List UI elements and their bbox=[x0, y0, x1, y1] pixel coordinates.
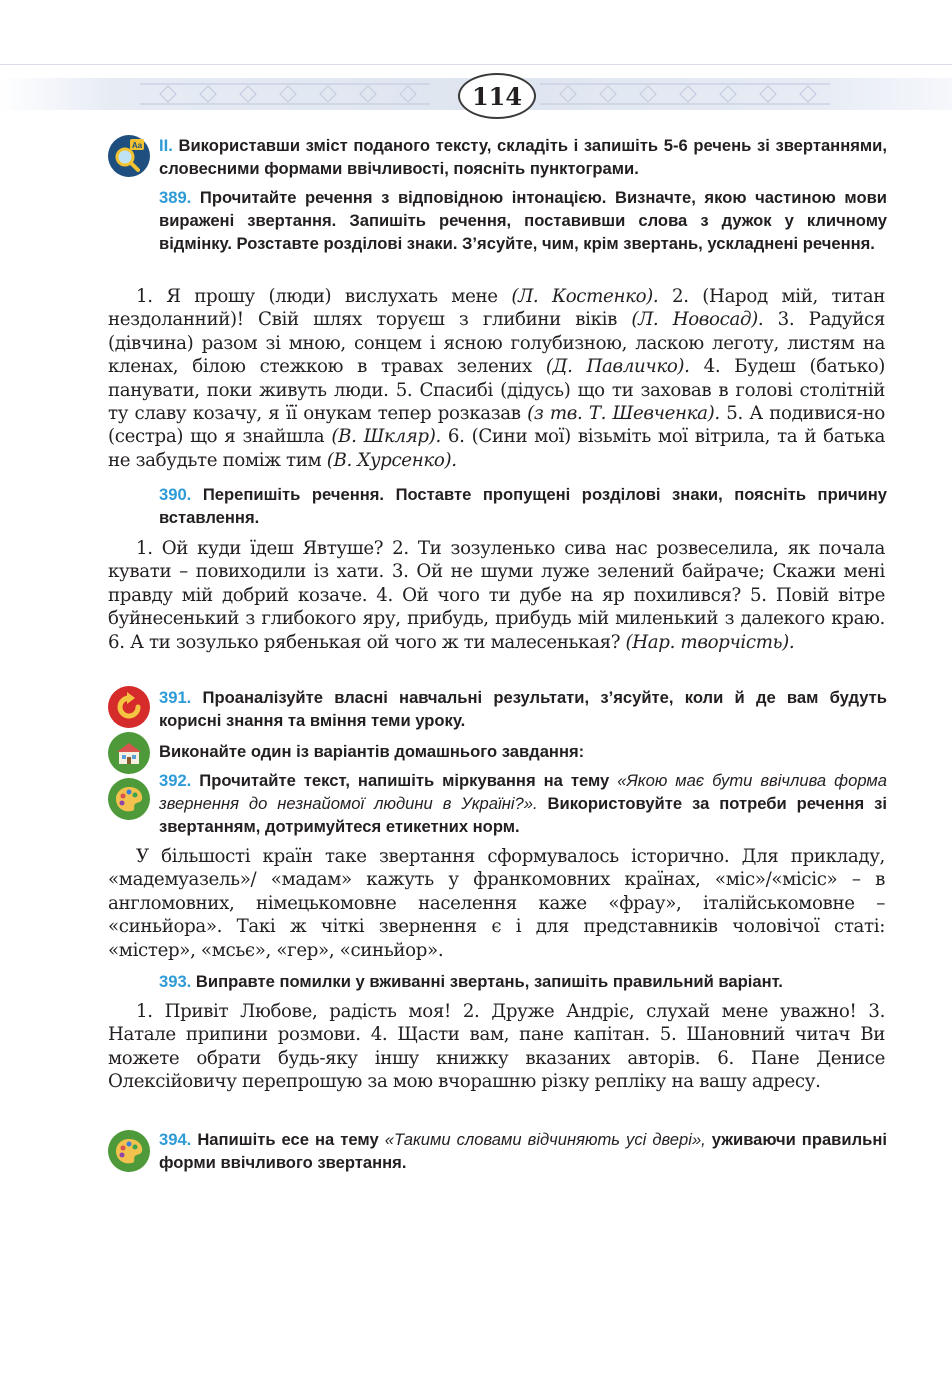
header-top-rule bbox=[0, 64, 952, 65]
citation: (В. Хурсенко). bbox=[326, 449, 457, 471]
task-text: Перепишіть речення. Поставте пропущені розділові знаки, поясніть причину вставлення. bbox=[159, 485, 887, 527]
citation: (з тв. Т. Шевченка). bbox=[527, 403, 720, 425]
task-text: Напишіть есе на тему bbox=[197, 1130, 385, 1149]
task-391 bbox=[159, 686, 887, 732]
exercise-389-sentences: 1. Я прошу (люди) вислухать мене (Л. Костенко). 2. (Народ мій, титан нездоланний)! Свій шлях торуєш з глибини віків (Л. Новосад). 3. Радуйся (дівчина) разом зі мною, сонцем і ясною голубизною, ласкою леготу, листям на кленах, білою стежкою в травах зелених (Д. Павличко). 4. Будеш (батько) панувати, поки живуть люди. 5. Спасибі (дідусь) що ти заховав в голові столітній ту славу козачу, я її онукам тепер розказав (з тв. Т. Шевченка). 5. А подивися-но (сестра) що я знайшла (В. Шкляр). 6. (Сини мої) візьміть мої вітрила, та й батька не забудьте поміж тим (В. Хурсенко). bbox=[108, 286, 886, 471]
citation: (Л. Костенко). bbox=[511, 286, 659, 307]
task-topic: «Якою має бути ввічлива форма звернення до незнайомої людини в Україні?». bbox=[159, 771, 887, 813]
task-number: ІІ. bbox=[159, 136, 173, 155]
page-number: 114 bbox=[458, 73, 536, 119]
magnifier-letters-icon bbox=[108, 135, 150, 177]
school-building-icon bbox=[108, 732, 150, 774]
task-389 bbox=[159, 186, 887, 255]
palette-icon bbox=[108, 1130, 150, 1172]
palette-icon bbox=[108, 778, 150, 820]
exercise-390-sentences: 1. Ой куди їдеш Явтуше? 2. Ти зозуленько сива нас розвеселила, як почала кувати – повиходили із хати. 3. Ой не шуми луже зелений байраче; Скажи мені правду мій добрий козаче. 4. Ой чого ти дубе на яр похилився? 5. Повій вітре буйнесенький з глибокого яру, прибудь, прибудь мій миленький з далекого краю. 6. А ти зозулько рябенькая ой чого ж ти малесенькая? (Нар. творчість). bbox=[108, 538, 885, 653]
homework-text: Виконайте один із варіантів домашнього завдання: bbox=[159, 742, 585, 761]
task-text: Прочитайте речення з відповідною інтонацією. Визначте, якою частиною мови виражені звертання. Запишіть речення, поставивши слова з дужок у кличному відмінку. Розставте розділові знаки. З’ясуйте, чим, крім звертань, ускладнені речення. bbox=[159, 188, 887, 253]
citation: (Нар. творчість). bbox=[625, 631, 795, 653]
task-number: 389. bbox=[159, 188, 192, 207]
task-number: 391. bbox=[159, 688, 192, 707]
task-number: 394. bbox=[159, 1130, 192, 1149]
task-text: Прочитайте текст, напишіть міркування на тему bbox=[199, 771, 618, 790]
task-number: 392. bbox=[159, 771, 192, 790]
homework-heading bbox=[159, 740, 887, 763]
task-ii bbox=[159, 134, 887, 180]
task-394 bbox=[159, 1128, 887, 1174]
svg-text:Aa: Aa bbox=[131, 141, 143, 150]
task-number: 393. bbox=[159, 972, 192, 991]
citation: (Д. Павличко). bbox=[545, 356, 690, 378]
task-number: 390. bbox=[159, 485, 192, 504]
task-topic: «Такими словами відчиняють усі двері», bbox=[384, 1130, 706, 1149]
citation: (Л. Новосад). bbox=[631, 309, 764, 331]
citation: (В. Шкляр). bbox=[331, 426, 441, 448]
task-text: Виправте помилки у вживанні звертань, запишіть правильний варіант. bbox=[195, 972, 783, 991]
task-text: уживаючи правильні форми ввічливого звертання. bbox=[159, 1130, 887, 1172]
task-text: Використавши зміст поданого тексту, складіть і запишіть 5-6 речень зі звертаннями, словесними формами ввічливості, поясніть пунктограми. bbox=[159, 136, 887, 178]
task-393 bbox=[159, 970, 887, 993]
task-390 bbox=[159, 483, 887, 529]
task-text: Проаналізуйте власні навчальні результати, з’ясуйте, коли й де вам будуть корисні знання та вміння теми уроку. bbox=[159, 688, 887, 730]
task-text: Використовуйте за потреби речення зі звертанням, дотримуйтеся етикетних норм. bbox=[159, 794, 887, 836]
exercise-392-text: У більшості країн таке звертання сформувалось історично. Для прикладу, «мадемуазель»/ «мадам» кажуть у франкомовних країнах, «міс»/«місіс» – в англомовних, німецькомовне населення каже «фрау», італійськомовне – «синьйора». Такі ж чіткі звернення є і для представників чоловічої статі: «містер», «мсьє», «гер», «синьйор». bbox=[108, 846, 885, 961]
refresh-arrow-icon bbox=[108, 686, 150, 728]
exercise-393-sentences: 1. Привіт Любове, радість моя! 2. Друже Андріє, слухай мене уважно! 3. Натале припини розмови. 4. Щасти вам, пане капітан. 5. Шановний читач Ви можете обрати будь-яку іншу книжку вказаних авторів. 6. Пане Денисе Олексійовичу перепрошую за мою вчорашню різку репліку на вашу адресу. bbox=[108, 1001, 885, 1093]
task-392 bbox=[159, 769, 887, 838]
